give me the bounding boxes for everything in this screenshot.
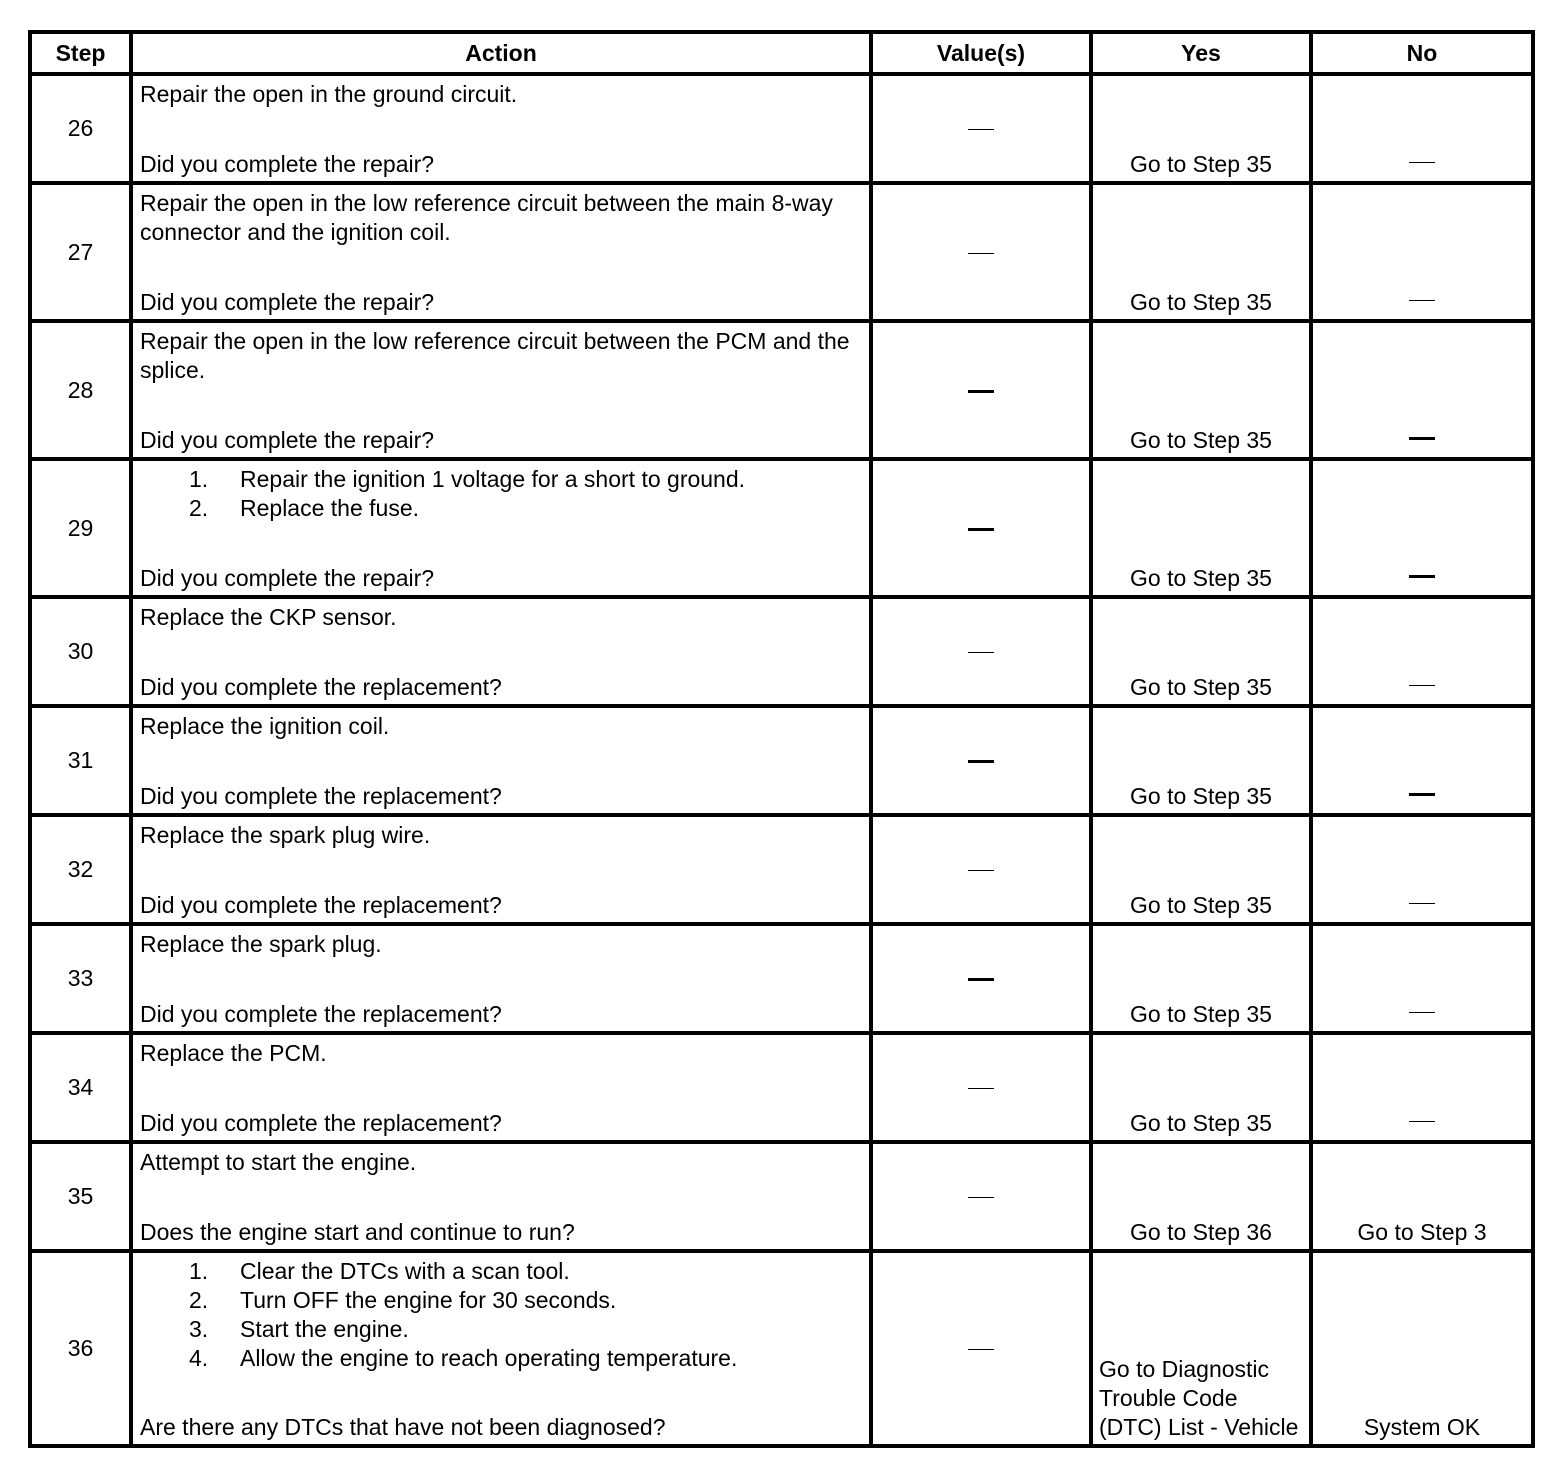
action-cell <box>131 183 871 321</box>
action-question: Did you complete the replacement? <box>140 1001 502 1027</box>
value-dash <box>968 978 994 981</box>
no-cell <box>1311 74 1533 183</box>
no-dash <box>1409 437 1435 440</box>
header-yes: Yes <box>1091 32 1311 74</box>
yes-cell <box>1091 74 1311 183</box>
yes-text: Go to Step 35 <box>1130 565 1272 591</box>
no-cell <box>1311 1033 1533 1142</box>
action-question: Did you complete the replacement? <box>140 674 502 700</box>
action-text: Repair the open in the low reference circuit between the main 8-way connector and the ignition coil. <box>140 190 833 245</box>
no-cell <box>1311 815 1533 924</box>
value-cell <box>871 74 1091 183</box>
no-dash <box>1409 1012 1435 1013</box>
value-dash <box>968 760 994 763</box>
diagnostic-table <box>28 30 1535 1448</box>
yes-text: Go to Step 35 <box>1130 427 1272 453</box>
action-question: Did you complete the replacement? <box>140 1110 502 1136</box>
list-item: 4. Allow the engine to reach operating temperature. <box>189 1345 738 1371</box>
value-cell <box>871 183 1091 321</box>
yes-text: Go to Step 35 <box>1130 1001 1272 1027</box>
value-dash <box>968 528 994 531</box>
table-row <box>30 321 1533 459</box>
yes-cell <box>1091 706 1311 815</box>
table-row <box>30 597 1533 706</box>
action-cell <box>131 1142 871 1251</box>
table-row <box>30 74 1533 183</box>
action-question: Did you complete the repair? <box>140 427 435 453</box>
action-steps-list <box>140 465 855 523</box>
header-no: No <box>1311 32 1533 74</box>
value-cell <box>871 706 1091 815</box>
yes-cell <box>1091 815 1311 924</box>
step-number: 32 <box>30 815 131 924</box>
action-question: Did you complete the replacement? <box>140 783 502 809</box>
step-number: 36 <box>30 1251 131 1446</box>
no-dash <box>1409 1121 1435 1122</box>
action-text: Repair the open in the ground circuit. <box>140 81 518 107</box>
table-row <box>30 924 1533 1033</box>
table-row <box>30 459 1533 597</box>
action-cell <box>131 74 871 183</box>
step-number: 28 <box>30 321 131 459</box>
step-number: 35 <box>30 1142 131 1251</box>
no-cell <box>1311 924 1533 1033</box>
value-cell <box>871 1142 1091 1251</box>
action-text: Replace the PCM. <box>140 1040 327 1066</box>
yes-cell <box>1091 924 1311 1033</box>
action-question: Does the engine start and continue to run? <box>140 1219 575 1245</box>
no-dash <box>1409 575 1435 578</box>
action-text: Repair the open in the low reference circuit between the PCM and the splice. <box>140 328 850 383</box>
step-number: 30 <box>30 597 131 706</box>
value-cell <box>871 815 1091 924</box>
action-steps-list <box>140 1257 855 1373</box>
header-row <box>30 32 1533 74</box>
value-cell <box>871 924 1091 1033</box>
action-question: Did you complete the repair? <box>140 289 435 315</box>
list-item: 1. Clear the DTCs with a scan tool. <box>189 1258 570 1284</box>
no-cell <box>1311 183 1533 321</box>
action-cell <box>131 706 871 815</box>
action-cell <box>131 321 871 459</box>
list-item: 2. Turn OFF the engine for 30 seconds. <box>189 1287 617 1313</box>
step-number: 29 <box>30 459 131 597</box>
no-cell <box>1311 706 1533 815</box>
no-cell <box>1311 597 1533 706</box>
value-cell <box>871 321 1091 459</box>
no-dash <box>1409 162 1435 163</box>
value-cell <box>871 459 1091 597</box>
value-dash <box>968 253 994 254</box>
no-dash <box>1409 903 1435 904</box>
yes-text: Go to Step 35 <box>1130 289 1272 315</box>
table-row <box>30 1142 1533 1251</box>
list-item: 3. Start the engine. <box>189 1316 409 1342</box>
step-number: 34 <box>30 1033 131 1142</box>
no-cell <box>1311 459 1533 597</box>
action-cell <box>131 924 871 1033</box>
yes-cell <box>1091 183 1311 321</box>
yes-cell <box>1091 1142 1311 1251</box>
value-cell <box>871 1251 1091 1446</box>
yes-cell <box>1091 459 1311 597</box>
yes-text: Go to Step 35 <box>1130 892 1272 918</box>
no-dash <box>1409 300 1435 301</box>
value-dash <box>968 652 994 653</box>
value-dash <box>968 1088 994 1089</box>
header-action: Action <box>131 32 871 74</box>
no-cell <box>1311 1142 1533 1251</box>
value-dash <box>968 870 994 871</box>
no-text: System OK <box>1363 1414 1481 1440</box>
table-row <box>30 183 1533 321</box>
action-text: Replace the spark plug. <box>140 931 382 957</box>
table-row <box>30 1033 1533 1142</box>
value-dash <box>968 1349 994 1350</box>
action-cell <box>131 1251 871 1446</box>
yes-cell <box>1091 321 1311 459</box>
value-cell <box>871 1033 1091 1142</box>
action-text: Replace the CKP sensor. <box>140 604 397 630</box>
header-step: Step <box>30 32 131 74</box>
value-cell <box>871 597 1091 706</box>
no-dash <box>1409 685 1435 686</box>
action-question: Are there any DTCs that have not been diagnosed? <box>140 1414 666 1440</box>
yes-cell <box>1091 1251 1311 1446</box>
yes-text: Go to Step 35 <box>1130 674 1272 700</box>
value-dash <box>968 129 994 130</box>
step-number: 26 <box>30 74 131 183</box>
yes-cell <box>1091 597 1311 706</box>
no-dash <box>1409 793 1435 796</box>
step-number: 33 <box>30 924 131 1033</box>
no-cell <box>1311 1251 1533 1446</box>
action-text: Attempt to start the engine. <box>140 1149 417 1175</box>
header-values: Value(s) <box>871 32 1091 74</box>
yes-text: Go to Diagnostic Trouble Code (DTC) List - Vehicle <box>1099 1356 1299 1440</box>
step-number: 27 <box>30 183 131 321</box>
yes-cell <box>1091 1033 1311 1142</box>
action-question: Did you complete the repair? <box>140 565 435 591</box>
yes-text: Go to Step 35 <box>1130 783 1272 809</box>
action-cell <box>131 815 871 924</box>
action-question: Did you complete the replacement? <box>140 892 502 918</box>
value-dash <box>968 390 994 393</box>
table-row <box>30 1251 1533 1446</box>
yes-text: Go to Step 36 <box>1130 1219 1272 1245</box>
no-cell <box>1311 321 1533 459</box>
list-item: 1. Repair the ignition 1 voltage for a short to ground. <box>189 466 746 492</box>
action-question: Did you complete the repair? <box>140 151 435 177</box>
yes-text: Go to Step 35 <box>1130 151 1272 177</box>
value-dash <box>968 1197 994 1198</box>
step-number: 31 <box>30 706 131 815</box>
action-text: Replace the ignition coil. <box>140 713 390 739</box>
table-row <box>30 815 1533 924</box>
yes-text: Go to Step 35 <box>1130 1110 1272 1136</box>
action-cell <box>131 459 871 597</box>
list-item: 2. Replace the fuse. <box>189 495 420 521</box>
action-cell <box>131 597 871 706</box>
table-row <box>30 706 1533 815</box>
action-text: Replace the spark plug wire. <box>140 822 431 848</box>
action-cell <box>131 1033 871 1142</box>
table-body <box>30 74 1533 1446</box>
no-text: Go to Step 3 <box>1357 1219 1487 1245</box>
